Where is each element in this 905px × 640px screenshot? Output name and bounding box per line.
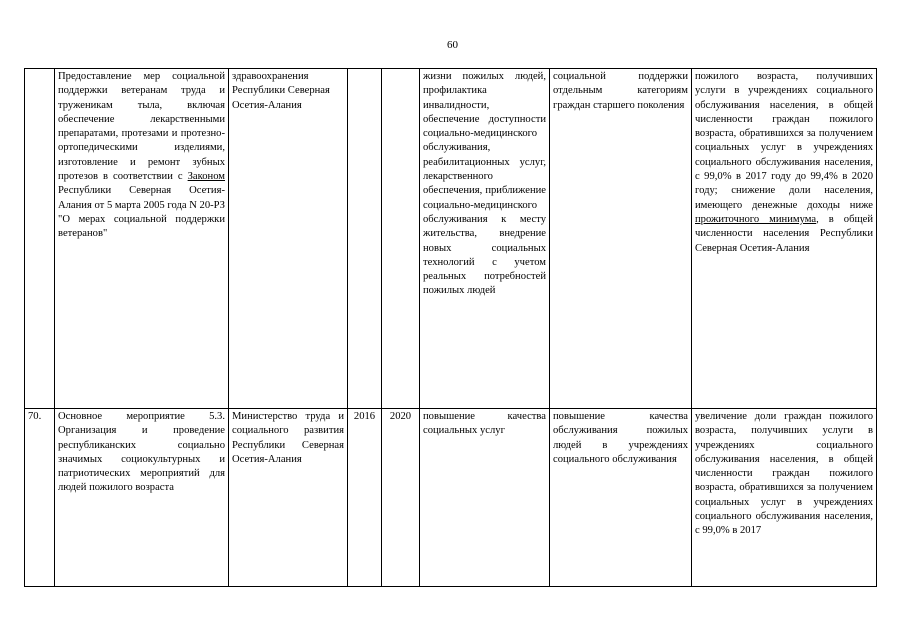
row-number-cell <box>25 69 55 409</box>
measure-cell: Основное мероприятие 5.3. Организация и проведение республиканских социально значимых социокультурных и патриотических мероприятий для людей пожилого возраста <box>55 409 229 587</box>
subsistence-minimum-link[interactable]: прожиточного минимума <box>695 213 817 225</box>
measure-text: Предоставление мер социальной поддержки ветеранам труда и труженикам тыла, включая обеспечение лекарственными препаратами, протезами и протезно-ортопедическими изделиями, изготовление и ремонт зубных протезов в соответствии с <box>58 71 225 183</box>
measure-text-continued: Республики Северная Осетия-Алания от 5 марта 2005 года N 20-РЗ "О мерах социальной поддержки ветеранов" <box>58 185 225 240</box>
year-start-cell: 2016 <box>348 409 382 587</box>
measure-cell <box>55 69 229 409</box>
table-row <box>25 409 877 587</box>
consequence-cell: повышение качества обслуживания пожилых людей в учреждениях социального обслуживания <box>550 409 692 587</box>
executor-cell: здравоохранения Республики Северная Осетия-Алания <box>229 69 348 409</box>
expected-result-cell: жизни пожилых людей, профилактика инвалидности, обеспечение доступности социально-медицинского обслуживания, реабилитационных услуг, лекарственного обеспечения, приближение социально-медицинского обслуживания к месту жительства, внедрение новых социальных технологий с учетом реальных потребностей пожилых людей <box>420 69 550 409</box>
program-measures-table <box>24 68 877 587</box>
indicator-cell <box>692 69 877 409</box>
year-end-cell <box>382 69 420 409</box>
year-start-cell <box>348 69 382 409</box>
row-number-cell: 70. <box>25 409 55 587</box>
indicator-text-continued: , в общей численности населения Республики Северная Осетия-Алания <box>695 213 873 254</box>
table-row <box>25 69 877 409</box>
page-number: 60 <box>447 39 458 51</box>
expected-result-cell: повышение качества социальных услуг <box>420 409 550 587</box>
indicator-text: пожилого возраста, получивших услуги в учреждениях социального обслуживания населения, в общей численности граждан пожилого возраста, обратившихся за получением социальных услуг в учреждениях социального обслуживания населения, с 99,0% в 2017 году до 99,4% в 2020 году; снижение доли населения, имеющего денежные доходы ниже <box>695 71 873 211</box>
executor-cell: Министерство труда и социального развития Республики Северная Осетия-Алания <box>229 409 348 587</box>
law-link[interactable]: Законом <box>187 171 225 183</box>
consequence-cell: социальной поддержки отдельным категориям граждан старшего поколения <box>550 69 692 409</box>
year-end-cell: 2020 <box>382 409 420 587</box>
indicator-cell: увеличение доли граждан пожилого возраста, получивших услуги в учреждениях социального обслуживания населения, в общей численности граждан пожилого возраста, обратившихся за получением социальных услуг в учреждениях социального обслуживания населения, с 99,0% в 2017 <box>692 409 877 587</box>
